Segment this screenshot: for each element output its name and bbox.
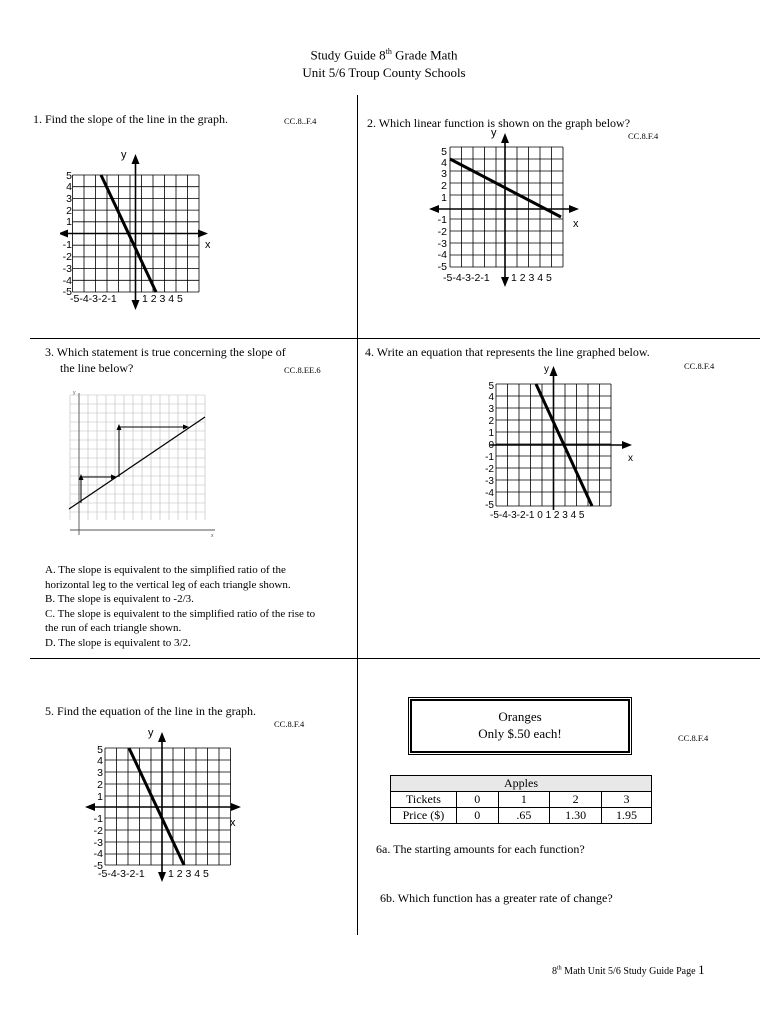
oranges-title: Oranges [498, 709, 542, 724]
svg-text:1: 1 [441, 192, 447, 204]
oranges-box [408, 697, 632, 755]
q5-axes [89, 736, 237, 878]
q5-graph [85, 720, 250, 885]
table-row [391, 792, 652, 808]
q4-graph [478, 360, 648, 525]
svg-text:-2: -2 [62, 251, 72, 263]
q2-arrows [429, 133, 579, 287]
q3-text-line1: 3. Which statement is true concerning the slope of [45, 345, 286, 359]
q5-x-ticks-neg: -5-4-3-2-1 [98, 868, 145, 880]
q4-axes [490, 370, 628, 510]
svg-text:4: 4 [66, 181, 72, 193]
q5-y-label: y [148, 727, 154, 739]
table-cell: Tickets [391, 792, 457, 808]
q3-choice-line[interactable]: A. The slope is equivalent to the simplified ratio of the [45, 564, 286, 576]
svg-text:-5: -5 [437, 261, 447, 273]
svg-text:-4: -4 [485, 488, 494, 499]
svg-text:-2: -2 [485, 464, 494, 475]
row-divider-2 [30, 658, 760, 659]
q5-y-ticks [94, 744, 104, 872]
table-cell: 0 [456, 792, 498, 808]
q3-x-label: x [211, 533, 214, 539]
q3-y-label: y [73, 390, 76, 396]
svg-text:2: 2 [97, 779, 103, 791]
q1-text: 1. Find the slope of the line in the graph. [33, 112, 228, 126]
svg-text:-2: -2 [437, 226, 447, 238]
q4-y-ticks [485, 381, 494, 511]
q4-y-label: y [544, 364, 549, 375]
svg-text:-3: -3 [62, 263, 72, 275]
svg-text:-1: -1 [437, 214, 447, 226]
q6-standard: CC.8.F.4 [678, 733, 709, 743]
svg-text:3: 3 [441, 168, 447, 180]
q4-arrows [550, 366, 633, 449]
table-cell: 1.95 [602, 808, 652, 824]
q3-choices [45, 563, 357, 650]
svg-text:-1: -1 [93, 813, 103, 825]
q6b-text: 6b. Which function has a greater rate of change? [380, 891, 613, 905]
q3-graph [55, 385, 225, 545]
svg-text:5: 5 [66, 170, 72, 182]
q2-graph [425, 125, 585, 290]
table-cell: 0 [456, 808, 498, 824]
svg-text:4: 4 [441, 157, 447, 169]
svg-text:3: 3 [66, 193, 72, 205]
svg-text:-1: -1 [485, 452, 494, 463]
q3-text-line2: the line below? [60, 361, 134, 375]
q4-standard: CC.8.F.4 [684, 361, 715, 371]
q4-text: 4. Write an equation that represents the line graphed below. [365, 345, 650, 359]
page-title: Study Guide 8th Grade Math [310, 47, 458, 63]
table-row [391, 808, 652, 824]
row-divider-1 [30, 338, 760, 339]
q2-x-label: x [573, 218, 579, 230]
svg-text:3: 3 [97, 767, 103, 779]
q5-x-ticks-pos: 1 2 3 4 5 [168, 868, 209, 880]
q1-arrows [60, 154, 208, 310]
q2-text: 2. Which linear function is shown on the graph below? [367, 116, 631, 130]
q3-choice-line[interactable]: horizontal leg to the vertical leg of each triangle shown. [45, 578, 291, 591]
q3-choice-line[interactable]: D. The slope is equivalent to 3/2. [45, 636, 191, 649]
q1-x-ticks-neg: -5-4-3-2-1 [70, 293, 117, 305]
svg-text:1: 1 [66, 216, 72, 228]
svg-text:-3: -3 [485, 476, 494, 487]
q5-text: 5. Find the equation of the line in the graph. [45, 704, 256, 718]
table-cell: 1.30 [550, 808, 602, 824]
svg-text:-3: -3 [93, 837, 103, 849]
q1-standard: CC.8..F.4 [284, 116, 317, 126]
page-footer: 8th Math Unit 5/6 Study Guide Page 1 [552, 962, 705, 977]
apples-title: Apples [391, 776, 652, 792]
q3-choice-line[interactable]: B. The slope is equivalent to -2/3. [45, 593, 194, 605]
q3-choice-line[interactable]: C. The slope is equivalent to the simplified ratio of the rise to [45, 607, 316, 620]
svg-text:-4: -4 [62, 275, 72, 287]
svg-text:1: 1 [97, 791, 103, 803]
table-cell: 1 [498, 792, 550, 808]
q3-arrowheads [79, 424, 190, 480]
svg-text:-4: -4 [437, 249, 447, 261]
table-cell: 3 [602, 792, 652, 808]
q5-standard: CC.8.F.4 [274, 719, 305, 729]
svg-text:4: 4 [97, 755, 103, 767]
q2-standard: CC.8.F.4 [628, 131, 659, 141]
svg-text:4: 4 [488, 392, 494, 403]
q3-grid [70, 395, 205, 520]
q1-y-label: y [121, 149, 127, 161]
q3-axes [70, 393, 215, 535]
q1-axes [60, 158, 205, 308]
svg-text:2: 2 [441, 180, 447, 192]
table-cell: .65 [498, 808, 550, 824]
q2-x-ticks-neg: -5-4-3-2-1 [443, 272, 490, 284]
svg-text:-5: -5 [62, 286, 72, 298]
apples-table [390, 775, 652, 824]
table-cell: 2 [550, 792, 602, 808]
svg-text:5: 5 [441, 146, 447, 158]
q2-y-label: y [491, 127, 497, 139]
page-subtitle: Unit 5/6 Troup County Schools [302, 65, 466, 80]
table-cell: Price ($) [391, 808, 457, 824]
q4-x-ticks: -5-4-3-2-1 0 1 2 3 4 5 [490, 510, 585, 521]
q4-x-label: x [628, 453, 633, 464]
svg-text:-1: -1 [62, 239, 72, 251]
svg-text:-2: -2 [93, 825, 103, 837]
svg-text:5: 5 [97, 744, 103, 756]
oranges-price: Only $.50 each! [478, 726, 562, 741]
svg-text:2: 2 [66, 205, 72, 217]
svg-text:-5: -5 [485, 500, 494, 511]
q1-x-ticks-pos: 1 2 3 4 5 [142, 293, 183, 305]
svg-text:-3: -3 [437, 238, 447, 250]
svg-text:0: 0 [488, 440, 494, 451]
table-header-row [391, 776, 652, 792]
q2-grid [450, 147, 563, 267]
q3-choice-line[interactable]: the run of each triangle shown. [45, 622, 182, 634]
q6a-text: 6a. The starting amounts for each function? [376, 842, 585, 856]
q1-graph [60, 140, 210, 310]
q5-x-label: x [230, 817, 236, 829]
svg-text:-4: -4 [93, 848, 103, 860]
svg-text:2: 2 [488, 416, 494, 427]
svg-text:1: 1 [488, 428, 494, 439]
q3-standard: CC.8.EE.6 [284, 365, 321, 375]
q2-x-ticks-pos: 1 2 3 4 5 [511, 272, 552, 284]
svg-text:5: 5 [488, 381, 494, 392]
svg-text:3: 3 [488, 404, 494, 415]
center-divider [357, 95, 358, 935]
q1-x-label: x [205, 239, 210, 251]
svg-text:-5: -5 [93, 860, 103, 872]
